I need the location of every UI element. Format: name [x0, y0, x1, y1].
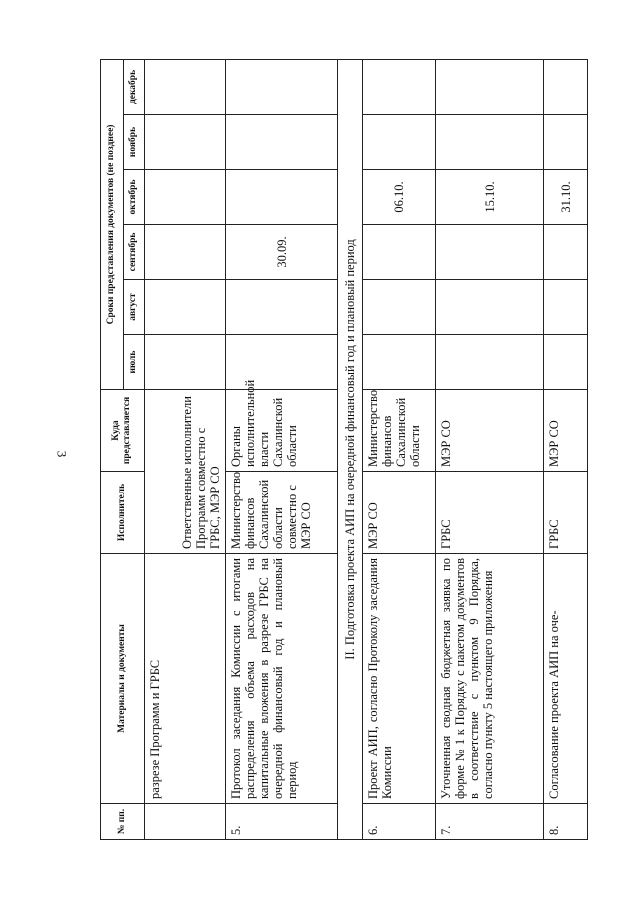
row5-date: 30.09. [225, 225, 337, 280]
header-executor: Исполнитель [101, 472, 145, 554]
row5-recipient: Органы исполнительной власти Сахалинской области [225, 390, 337, 472]
row7-date: 15.10. [436, 170, 544, 225]
page-number: 3 [54, 450, 70, 458]
row7-num: 7. [436, 804, 544, 840]
header-month-dec: декабрь [123, 59, 144, 114]
header-recipient: Куда представляется [101, 390, 145, 472]
row8-materials: Согласование проекта АИП на оче- [544, 554, 588, 804]
row6-date: 06.10. [363, 170, 436, 225]
row6-num: 6. [363, 804, 436, 840]
table-row [544, 59, 588, 839]
header-month-nov: ноябрь [123, 115, 144, 170]
row8-num: 8. [544, 804, 588, 840]
section-heading: II. Подготовка проекта АИП на очередной финансовый год и плановый период [338, 59, 363, 839]
row6-recipient: Министерство финансов Сахалинской области [363, 390, 436, 472]
header-materials: Материалы и документы [101, 554, 145, 804]
row5-materials: Протокол заседания Комиссии с итогами распределения объема расходов на капитальные вложения в разрезе ГРБС на очередной финансовый год и плановый период [225, 554, 337, 804]
table-row [144, 59, 225, 839]
row-cont-num [144, 804, 225, 840]
rotated-table-container [100, 60, 588, 840]
row6-materials: Проект АИП, согласно Протоколу заседания Комиссии [363, 554, 436, 804]
header-month-aug: август [123, 280, 144, 335]
schedule-table [100, 59, 588, 840]
row8-recipient: МЭР СО [544, 390, 588, 472]
header-num: № пп. [101, 804, 145, 840]
row8-date: 31.10. [544, 170, 588, 225]
header-month-jul: июль [123, 335, 144, 390]
row6-executor: МЭР СО [363, 472, 436, 554]
row7-executor: ГРБС [436, 472, 544, 554]
row5-num: 5. [225, 804, 337, 840]
table-row [363, 59, 436, 839]
header-month-sep: сентябрь [123, 225, 144, 280]
row-cont-executor-recipient: Ответственные исполнители Программ совместно с ГРБС, МЭР СО [144, 390, 225, 554]
row-cont-materials: разрезе Программ и ГРБС [144, 554, 225, 804]
row7-recipient: МЭР СО [436, 390, 544, 472]
table-row [225, 59, 337, 839]
row7-materials: Уточненная сводная бюджетная заявка по форме № 1 к Порядку с пакетом документов в соответствие с пунктом 9 Порядка, согласно пункту 5 настоящего приложения [436, 554, 544, 804]
header-month-oct: октябрь [123, 170, 144, 225]
row5-executor: Министерство финансов Сахалинской области совместно с МЭР СО [225, 472, 337, 554]
row8-executor: ГРБС [544, 472, 588, 554]
table-row [436, 59, 544, 839]
header-deadlines: Сроки представления документов (не позднее) [101, 59, 124, 389]
